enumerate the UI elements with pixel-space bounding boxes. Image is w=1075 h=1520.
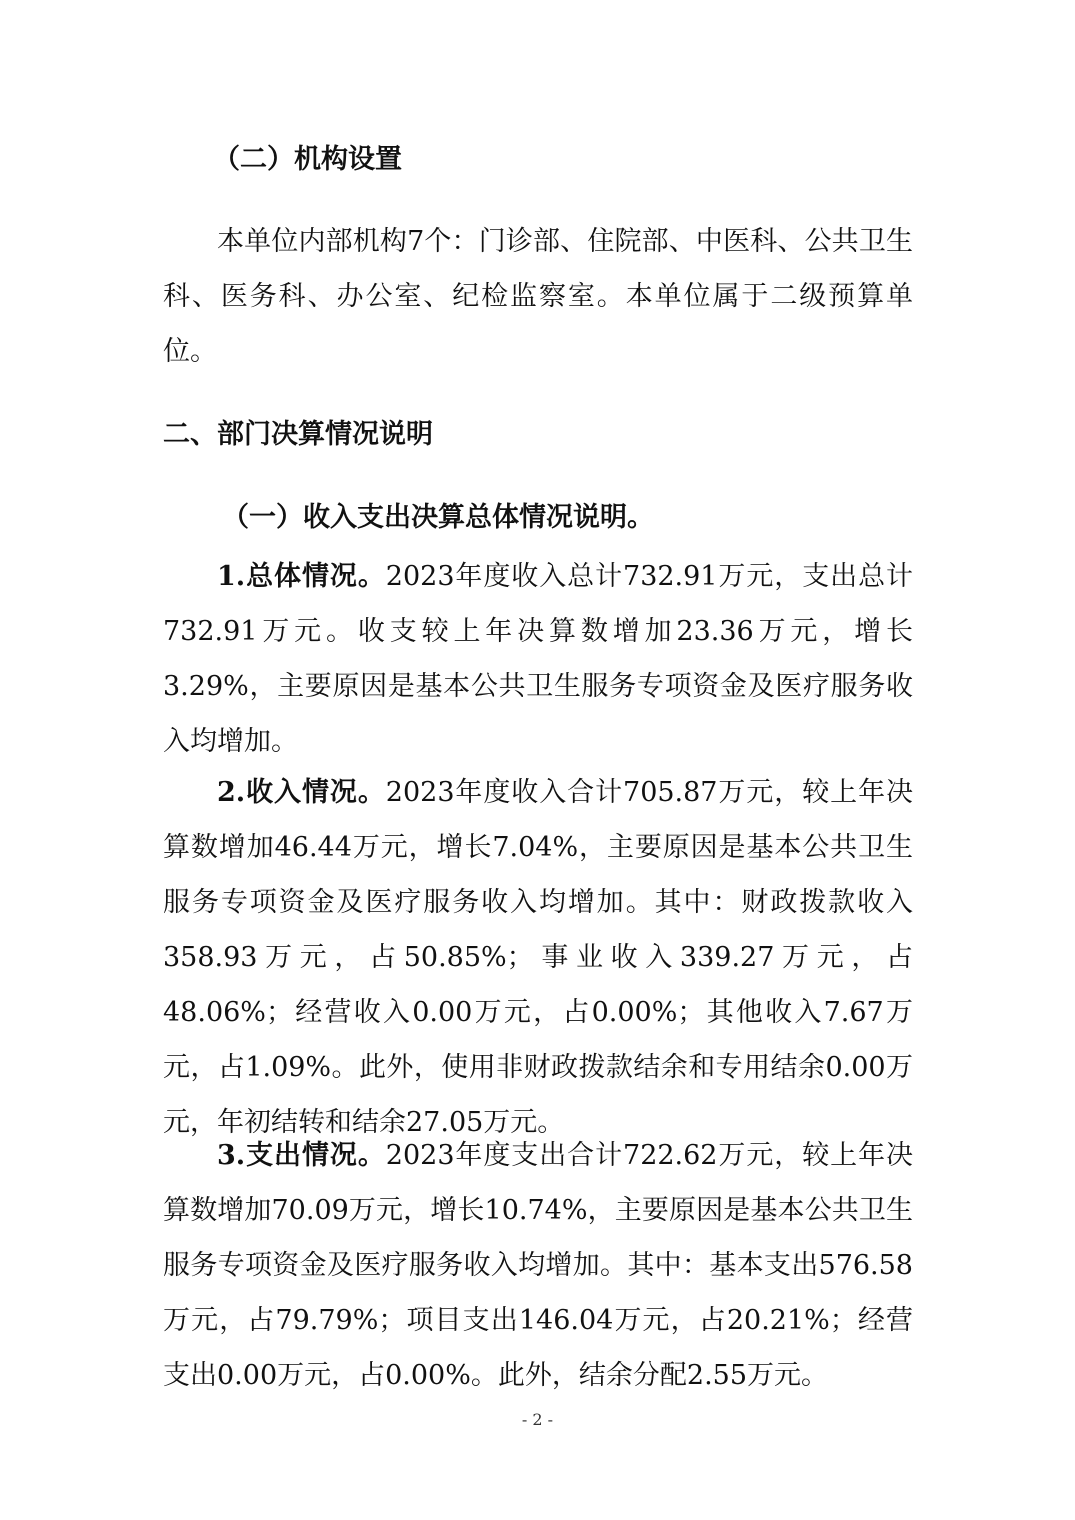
organization-paragraph: 本单位内部机构7个：门诊部、住院部、中医科、公共卫生科、医务科、办公室、纪检监察室。本单位属于二级预算单位。 — [163, 226, 913, 367]
section-heading-organization: （二）机构设置 — [213, 144, 402, 175]
income-lead: 2.收入情况。 — [217, 777, 386, 808]
expenditure-paragraph — [163, 1128, 913, 1403]
page-number: - 2 - — [521, 1410, 554, 1429]
income-text: 2023年度收入合计705.87万元，较上年决算数增加46.44万元，增长7.04%，主要原因是基本公共卫生服务专项资金及医疗服务收入均增加。其中：财政拨款收入358.93万元，占50.85%；事业收入339.27万元，占48.06%；经营收入0.00万元，占0.00%；其他收入7.67万元，占1.09%。此外，使用非财政拨款结余和专用结余0.00万元，年初结转和结余27.05万元。 — [163, 777, 914, 1138]
income-paragraph — [163, 765, 913, 1150]
subsection-heading: （一）收入支出决算总体情况说明。 — [222, 502, 654, 533]
overall-situation-text: 2023年度收入总计732.91万元，支出总计732.91万元。收支较上年决算数增加23.36万元，增长3.29%，主要原因是基本公共卫生服务专项资金及医疗服务收入均增加。 — [163, 561, 914, 757]
overall-situation-paragraph — [163, 549, 913, 769]
expenditure-lead: 3.支出情况。 — [217, 1140, 386, 1171]
chapter-heading: 二、部门决算情况说明 — [163, 419, 433, 450]
expenditure-text: 2023年度支出合计722.62万元，较上年决算数增加70.09万元，增长10.74%，主要原因是基本公共卫生服务专项资金及医疗服务收入均增加。其中：基本支出576.58万元，占79.79%；项目支出146.04万元，占20.21%；经营支出0.00万元，占0.00%。此外，结余分配2.55万元。 — [163, 1140, 914, 1391]
overall-situation-lead: 1.总体情况。 — [217, 561, 386, 592]
